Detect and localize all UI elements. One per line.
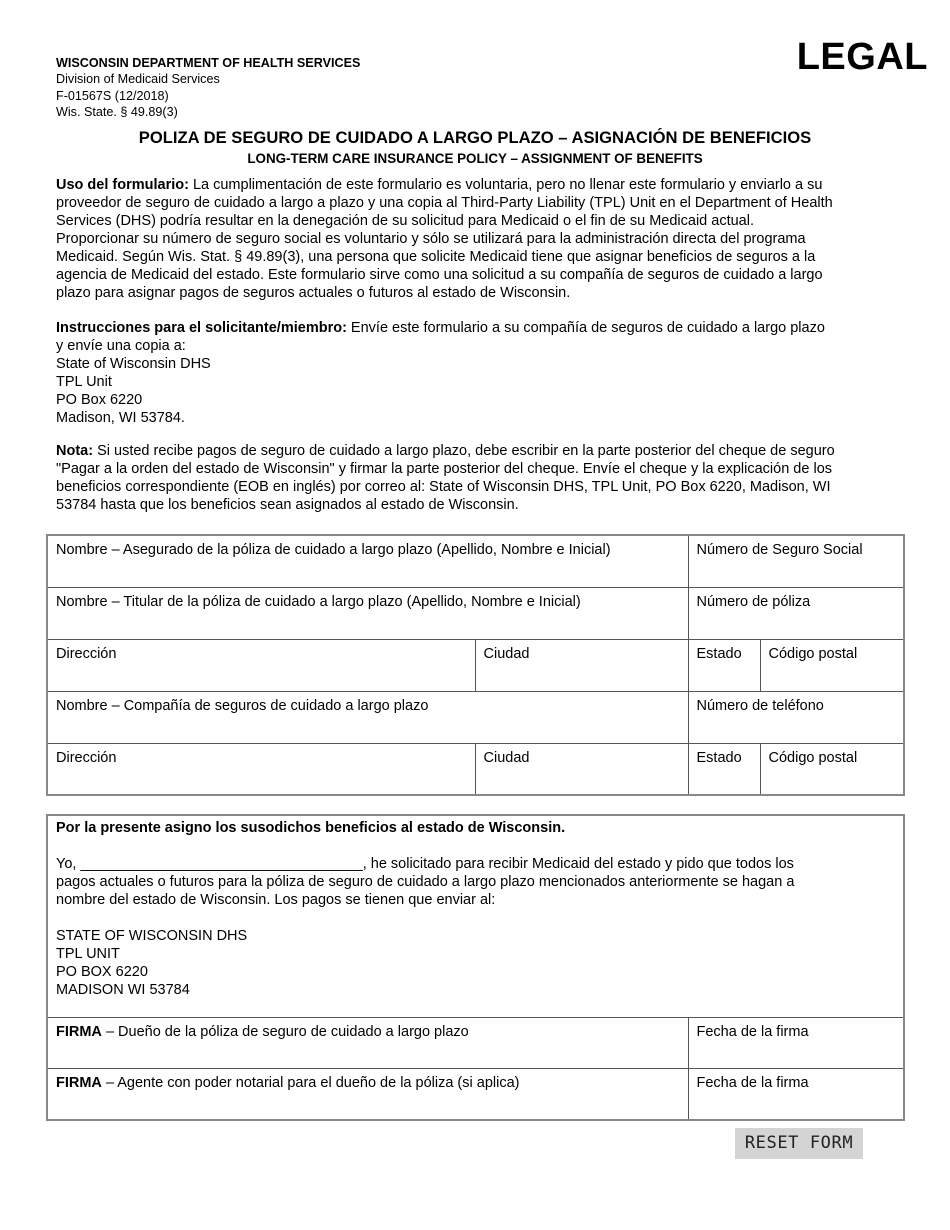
agency-name: WISCONSIN DEPARTMENT OF HEALTH SERVICES [56,56,361,70]
company-zip-field[interactable]: Código postal [760,743,904,795]
form-header [56,55,360,121]
holder-state-field[interactable]: Estado [688,639,760,691]
policy-holder-name-field[interactable]: Nombre – Titular de la póliza de cuidado a largo plazo (Apellido, Nombre e Inicial) [47,587,688,639]
note-paragraph: Nota: Si usted recibe pagos de seguro de cuidado a largo plazo, debe escribir en la parte posterior del cheque de seguro "Pagar a la orden del estado de Wisconsin" y firmar la parte posterior del cheque. Envíe el cheque y la explicación de los beneficios correspondiente (EOB en inglés) por correo al: State of Wisconsin DHS, TPL Unit, PO Box 6220, Madison, WI 53784 hasta que los beneficios sean asignados al estado de Wisconsin. [56,443,835,513]
assignment-heading: Por la presente asigno los susodichos beneficios al estado de Wisconsin. [56,820,566,836]
note-label: Nota: [56,443,94,459]
usage-label: Uso del formulario: [56,177,189,193]
holder-address-field[interactable]: Dirección [47,639,475,691]
applicant-name-line[interactable]: Yo, ___________________________________, he solicitado para recibir Medicaid del estado y pido que todos los [56,856,794,872]
owner-signature-field[interactable]: FIRMA – Dueño de la póliza de seguro de cuidado a largo plazo [47,1018,688,1069]
form-number: F-01567S (12/2018) [56,88,169,103]
statute-reference: Wis. State. § 49.89(3) [56,105,178,120]
phone-number-field[interactable]: Número de teléfono [688,691,904,743]
payment-address: STATE OF WISCONSIN DHS TPL UNIT PO BOX 6220 MADISON WI 53784 [56,928,248,998]
legal-label: LEGAL [796,36,928,78]
division-name: Division of Medicaid Services [56,72,220,87]
company-address-field[interactable]: Dirección [47,743,475,795]
form-title-english: LONG-TERM CARE INSURANCE POLICY – ASSIGNMENT OF BENEFITS [247,151,703,166]
holder-zip-field[interactable]: Código postal [760,639,904,691]
instructions-label: Instrucciones para el solicitante/miembro: [56,320,347,336]
holder-city-field[interactable]: Ciudad [475,639,688,691]
usage-paragraph: Uso del formulario: La cumplimentación de este formulario es voluntaria, pero no llenar este formulario y enviarlo a su proveedor de seguro de cuidado a largo a plazo y una copia al Third-Party Liability (TPL) Unit en el Department of Health Services (DHS) podría resultar en la denegación de su solicitud para Medicaid o el fin de su Medicaid actual. Proporcionar su número de seguro social es voluntario y sólo se utilizará para la administración directa del programa Medicaid. Según Wis. Stat. § 49.89(3), una persona que solicite Medicaid tiene que asignar beneficios de seguros a la agencia de Medicaid del estado. Este formulario sirve como una solicitud a su compañía de seguros de cuidado a largo plazo para asignar pagos de seguros actuales o futuros al estado de Wisconsin. [56,177,833,301]
policy-number-field[interactable]: Número de póliza [688,587,904,639]
insurance-company-field[interactable]: Nombre – Compañía de seguros de cuidado a largo plazo [47,691,688,743]
agent-signature-field[interactable]: FIRMA – Agente con poder notarial para el dueño de la póliza (si aplica) [47,1069,688,1121]
insured-name-field[interactable]: Nombre – Asegurado de la póliza de cuidado a largo plazo (Apellido, Nombre e Inicial) [47,535,688,587]
company-state-field[interactable]: Estado [688,743,760,795]
assignment-statement: Por la presente asigno los susodichos beneficios al estado de Wisconsin. Yo, ___________________________________, he solicitado para recibir Medicaid del estado y pido que todos los pagos actuales o futuros para la póliza de seguro de cuidado a largo plazo mencionados anteriormente se hagan a nombre del estado de Wisconsin. Los pagos se tienen que enviar al: STATE OF WISCONSIN DHS TPL UNIT PO BOX 6220 MADISON WI 53784 [47,815,904,1018]
owner-signature-date-field[interactable]: Fecha de la firma [688,1018,904,1069]
ssn-field[interactable]: Número de Seguro Social [688,535,904,587]
form-title-spanish: POLIZA DE SEGURO DE CUIDADO A LARGO PLAZO – ASIGNACIÓN DE BENEFICIOS [138,128,812,147]
agent-signature-date-field[interactable]: Fecha de la firma [688,1069,904,1121]
reset-form-button[interactable]: RESET FORM [735,1128,863,1159]
company-city-field[interactable]: Ciudad [475,743,688,795]
assignment-table [46,814,905,1121]
instructions-paragraph: Instrucciones para el solicitante/miembro: Envíe este formulario a su compañía de seguros de cuidado a largo plazo y envíe una copia a: State of Wisconsin DHS TPL Unit PO Box 6220 Madison, WI 53784. [56,320,825,426]
policy-info-table [46,534,905,796]
